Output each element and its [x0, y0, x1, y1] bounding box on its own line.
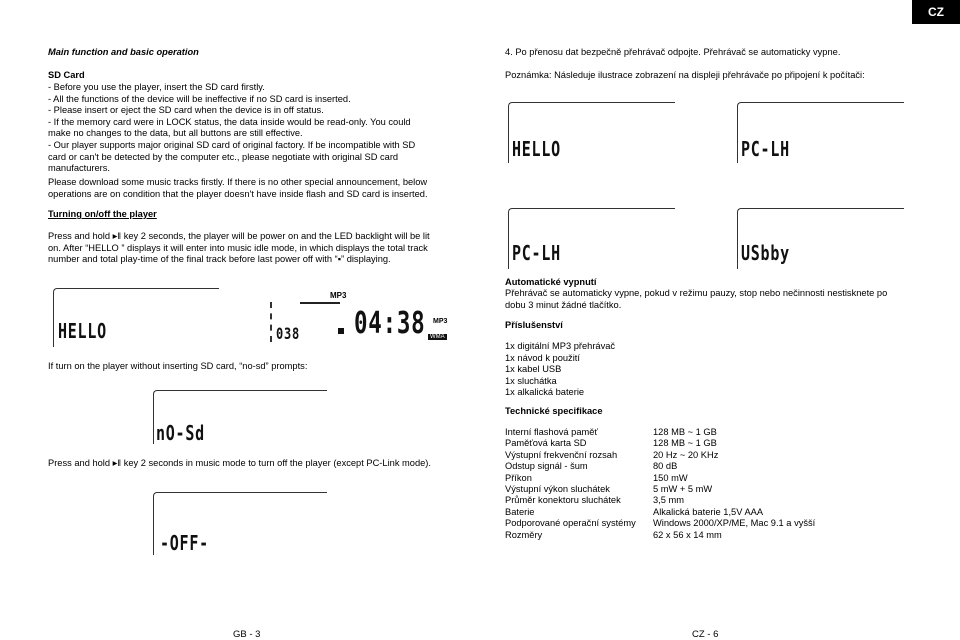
lcd-text: PC-LH [741, 137, 790, 161]
specs-table [505, 427, 815, 541]
spec-value: 5 mW + 5 mW [653, 484, 713, 495]
text-line: on. After “HELLO ” displays it will enter into music idle mode, in which displays the total track [48, 242, 428, 253]
text-line: - If the memory card were in LOCK status, the data inside would be read-only. You could [48, 116, 411, 127]
lcd-no-sd [153, 390, 327, 444]
specs-title: Technické specifikace [505, 406, 603, 416]
lcd-pc-link-1 [737, 102, 904, 163]
lcd-text: HELLO [512, 137, 561, 161]
turning-title: Turning on/off the player [48, 209, 157, 219]
spec-value: 150 mW [653, 472, 688, 483]
list-item: 1x alkalická baterie [505, 387, 585, 398]
download-paragraph [48, 177, 428, 200]
spec-value: 62 x 56 x 14 mm [653, 529, 722, 540]
spec-value: Windows 2000/XP/ME, Mac 9.1 a vyšší [653, 518, 816, 529]
table-row [505, 473, 815, 484]
table-row [505, 438, 815, 449]
lcd-text: nO-Sd [156, 421, 205, 445]
list-item: 1x sluchátka [505, 375, 557, 386]
no-sd-text: If turn on the player without inserting SD card, “no-sd” prompts: [48, 361, 308, 371]
table-row [505, 484, 815, 495]
accessories-title: Příslušenství [505, 320, 563, 330]
list-item: 1x digitální MP3 přehrávač [505, 341, 616, 351]
text-line: Please download some music tracks firstly. If there is no other special announcement, below [48, 177, 428, 187]
lcd-hello [53, 288, 219, 347]
text-line: dobu 3 minut žádné tlačítko. [505, 299, 622, 310]
lcd-text: USbby [741, 241, 790, 265]
lcd-text: HELLO [58, 319, 107, 343]
spec-key: Výstupní frekvenční rozsah [505, 449, 618, 460]
spec-value: 128 MB ~ 1 GB [653, 438, 717, 449]
play-time: 04:38 [354, 306, 426, 341]
text-line: card or can't be detected by the computer etc., please negotiate with original SD card [48, 151, 399, 162]
wma-badge: WMA [430, 334, 445, 340]
text-line: - Before you use the player, insert the SD card firstly. [48, 82, 265, 92]
text-line: Press and hold ▸‖ key 2 seconds, the player will be power on and the LED backlight will be lit [48, 231, 430, 241]
table-row [505, 427, 815, 438]
lcd-off [153, 492, 327, 555]
text-line: make no changes to the data, but all buttons are still effective. [48, 128, 303, 139]
progress-bar-icon [300, 302, 340, 308]
spec-key: Podporované operační systémy [505, 518, 636, 529]
page-number-right: CZ - 6 [692, 629, 719, 640]
accessories-list [505, 341, 615, 399]
spec-key: Interní flashová paměť [505, 427, 598, 437]
spec-key: Paměťová karta SD [505, 438, 587, 449]
lcd-pc-hello [508, 102, 675, 163]
auto-off-paragraph [505, 288, 887, 311]
mp3-side-label: MP3 [433, 318, 448, 325]
table-row [505, 507, 815, 518]
spec-key: Průměr konektoru sluchátek [505, 495, 621, 506]
table-row [505, 530, 815, 541]
spec-key: Odstup signál - šum [505, 461, 588, 472]
language-badge: CZ [912, 0, 960, 24]
text-line: number and total play-time of the final track before last power off with “▪” displaying. [48, 254, 391, 265]
table-row [505, 461, 815, 472]
note-text: Poznámka: Následuje ilustrace zobrazení na displeji přehrávače po připojení k počítači: [505, 70, 865, 80]
step-4-text: 4. Po přenosu dat bezpečně přehrávač odpojte. Přehrávač se automaticky vypne. [505, 47, 841, 57]
spec-key: Baterie [505, 506, 535, 517]
text-line: manufacturers. [48, 163, 111, 174]
lcd-pc-link-2 [508, 208, 675, 269]
table-row [505, 450, 815, 461]
list-item: 1x návod k použití [505, 352, 580, 363]
text-line: operations are on condition that the player doesn't have inside flash and SD card is inserted. [48, 188, 428, 199]
track-number: 038 [276, 324, 300, 343]
spec-key: Výstupní výkon sluchátek [505, 484, 610, 495]
dot-indicator [338, 328, 344, 334]
turning-paragraph [48, 231, 430, 266]
sd-card-title: SD Card [48, 70, 85, 80]
text-line: - Our player supports major original SD card of original factory. If be incompatible with SD [48, 139, 416, 150]
lcd-idle-display [270, 288, 450, 348]
lcd-text: PC-LH [512, 241, 561, 265]
divider-line [270, 302, 274, 342]
text-line: Přehrávač se automaticky vypne, pokud v režimu pauzy, stop nebo nečinnosti nestisknete po [505, 288, 888, 298]
sd-card-instructions [48, 82, 415, 175]
spec-key: Příkon [505, 472, 532, 483]
text-line: - All the functions of the device will be ineffective if no SD card is inserted. [48, 93, 351, 104]
main-heading: Main function and basic operation [48, 47, 199, 57]
table-row [505, 495, 815, 506]
spec-value: Alkalická baterie 1,5V AAA [653, 506, 764, 517]
spec-value: 3,5 mm [653, 495, 684, 506]
spec-value: 80 dB [653, 461, 678, 472]
page-number-left: GB - 3 [233, 629, 261, 640]
mp3-top-label: MP3 [330, 291, 347, 300]
lcd-usb-busy [737, 208, 904, 269]
lcd-text: -OFF- [160, 531, 209, 555]
spec-value: 128 MB ~ 1 GB [653, 427, 717, 437]
auto-off-title: Automatické vypnutí [505, 277, 597, 287]
spec-key: Rozměry [505, 529, 543, 540]
table-row [505, 518, 815, 529]
text-line: - Please insert or eject the SD card when the device is in off status. [48, 105, 324, 116]
list-item: 1x kabel USB [505, 364, 562, 375]
power-off-text: Press and hold ▸‖ key 2 seconds in music mode to turn off the player (except PC-Link mode). [48, 458, 431, 468]
spec-value: 20 Hz ~ 20 KHz [653, 449, 719, 460]
